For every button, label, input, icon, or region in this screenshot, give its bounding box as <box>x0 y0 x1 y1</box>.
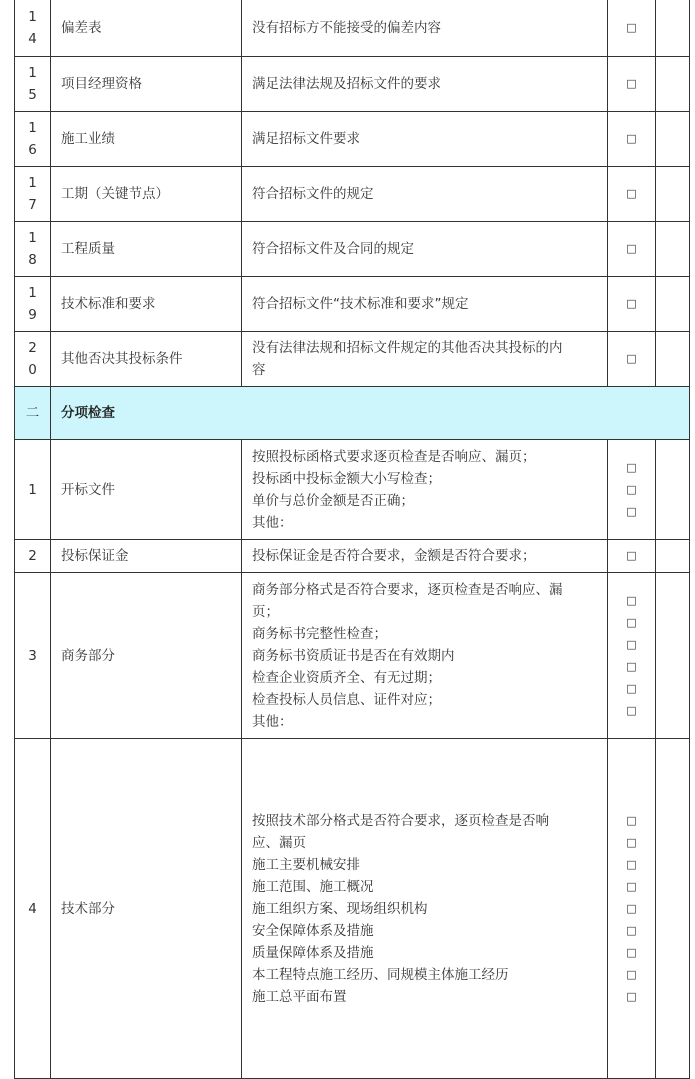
row-number: 15 <box>15 57 51 112</box>
standard-text: 满足法律法规及招标文件的要求 <box>242 57 608 112</box>
row-number: 3 <box>15 573 51 739</box>
remark-cell <box>656 573 690 739</box>
checkbox[interactable]: □ <box>626 187 637 200</box>
checkbox[interactable]: □ <box>626 132 637 145</box>
checkbox[interactable]: □ <box>626 681 637 695</box>
standard-text: 符合招标文件的规定 <box>242 167 608 222</box>
checkbox[interactable]: □ <box>626 549 637 562</box>
remark-cell <box>656 540 690 573</box>
checkbox[interactable]: □ <box>626 813 637 827</box>
checkbox[interactable]: □ <box>626 615 637 629</box>
item-name: 投标保证金 <box>51 540 242 573</box>
standard-text: 投标保证金是否符合要求，金额是否符合要求； <box>242 540 608 573</box>
checkbox[interactable]: □ <box>626 879 637 893</box>
checkbox[interactable]: □ <box>626 835 637 849</box>
item-name: 施工业绩 <box>51 112 242 167</box>
row-number: 4 <box>15 739 51 1079</box>
table-row <box>15 332 690 387</box>
checkbox[interactable]: □ <box>626 857 637 871</box>
checkbox[interactable]: □ <box>626 703 637 717</box>
checkbox-cell[interactable] <box>608 222 656 277</box>
checkbox-cell[interactable] <box>608 57 656 112</box>
item-name: 其他否决其投标条件 <box>51 332 242 387</box>
standard-text: 满足招标文件要求 <box>242 112 608 167</box>
item-name: 技术标准和要求 <box>51 277 242 332</box>
row-number: 19 <box>15 277 51 332</box>
row-number: 14 <box>15 0 51 57</box>
table-row <box>15 222 690 277</box>
item-name: 开标文件 <box>51 440 242 540</box>
remark-cell <box>656 332 690 387</box>
checkbox[interactable]: □ <box>626 77 637 90</box>
table-row <box>15 0 690 57</box>
checkbox[interactable]: □ <box>626 482 637 496</box>
checkbox[interactable]: □ <box>626 242 637 255</box>
table-row <box>15 540 690 573</box>
checkbox-cell[interactable] <box>608 573 656 739</box>
standard-text: 没有法律法规和招标文件规定的其他否决其投标的内 容 <box>242 332 608 387</box>
section-number: 二 <box>15 387 51 440</box>
checkbox[interactable]: □ <box>626 504 637 518</box>
checkbox-cell[interactable] <box>608 277 656 332</box>
checkbox[interactable]: □ <box>626 989 637 1003</box>
remark-cell <box>656 739 690 1079</box>
standard-text: 符合招标文件“技术标准和要求”规定 <box>242 277 608 332</box>
row-number: 20 <box>15 332 51 387</box>
row-number: 16 <box>15 112 51 167</box>
checkbox-cell[interactable] <box>608 112 656 167</box>
checkbox-cell[interactable] <box>608 332 656 387</box>
checkbox[interactable]: □ <box>626 593 637 607</box>
remark-cell <box>656 57 690 112</box>
table-row <box>15 112 690 167</box>
checkbox[interactable]: □ <box>626 352 637 365</box>
section-title: 分项检查 <box>51 387 690 440</box>
table-row <box>15 573 690 739</box>
table-row <box>15 277 690 332</box>
standard-text: 商务部分格式是否符合要求，逐页检查是否响应、漏 页； 商务标书完整性检查； 商务标书资质证书是否在有效期内 检查企业资质齐全、有无过期； 检查投标人员信息、证件对应； 其他： <box>242 573 608 739</box>
standard-text: 没有招标方不能接受的偏差内容 <box>242 0 608 57</box>
checkbox[interactable]: □ <box>626 297 637 310</box>
standard-text: 按照投标函格式要求逐页检查是否响应、漏页； 投标函中投标金额大小写检查； 单价与总价金额是否正确； 其他： <box>242 440 608 540</box>
section-header-row <box>15 387 690 440</box>
remark-cell <box>656 222 690 277</box>
item-name: 偏差表 <box>51 0 242 57</box>
row-number: 1 <box>15 440 51 540</box>
remark-cell <box>656 112 690 167</box>
row-number: 17 <box>15 167 51 222</box>
remark-cell <box>656 440 690 540</box>
checkbox-cell[interactable] <box>608 0 656 57</box>
checkbox[interactable]: □ <box>626 21 637 34</box>
table-row <box>15 57 690 112</box>
checkbox[interactable]: □ <box>626 967 637 981</box>
item-name: 工期（关键节点） <box>51 167 242 222</box>
table-row <box>15 167 690 222</box>
checkbox-cell[interactable] <box>608 739 656 1079</box>
table-row <box>15 739 690 1079</box>
checkbox[interactable]: □ <box>626 945 637 959</box>
remark-cell <box>656 0 690 57</box>
table-row <box>15 440 690 540</box>
remark-cell <box>656 277 690 332</box>
checkbox-cell[interactable] <box>608 440 656 540</box>
standard-text: 符合招标文件及合同的规定 <box>242 222 608 277</box>
checkbox[interactable]: □ <box>626 460 637 474</box>
checkbox-cell[interactable] <box>608 540 656 573</box>
checkbox[interactable]: □ <box>626 659 637 673</box>
checkbox[interactable]: □ <box>626 637 637 651</box>
item-name: 项目经理资格 <box>51 57 242 112</box>
standard-text: 按照技术部分格式是否符合要求，逐页检查是否响 应、漏页 施工主要机械安排 施工范围、施工概况 施工组织方案、现场组织机构 安全保障体系及措施 质量保障体系及措施 本工程特点施工经历、同规模主体施工经历 施工总平面布置 <box>242 739 608 1079</box>
item-name: 商务部分 <box>51 573 242 739</box>
remark-cell <box>656 167 690 222</box>
checkbox[interactable]: □ <box>626 923 637 937</box>
inspection-table <box>14 0 690 1079</box>
item-name: 技术部分 <box>51 739 242 1079</box>
item-name: 工程质量 <box>51 222 242 277</box>
row-number: 2 <box>15 540 51 573</box>
checkbox-cell[interactable] <box>608 167 656 222</box>
checkbox[interactable]: □ <box>626 901 637 915</box>
row-number: 18 <box>15 222 51 277</box>
